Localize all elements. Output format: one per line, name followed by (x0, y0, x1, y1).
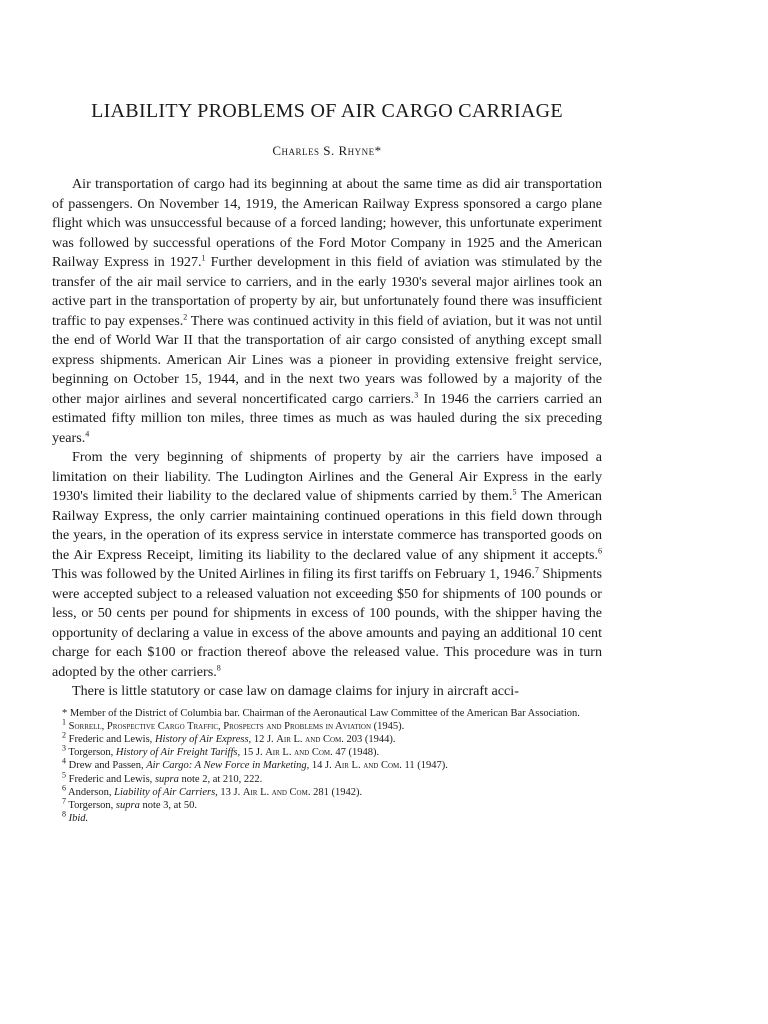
italic-text: Air Cargo: A New Force in Marketing, (146, 760, 310, 772)
text-run: Frederic and Lewis, (66, 733, 155, 745)
footnote (52, 743, 602, 759)
footnote (52, 756, 602, 772)
text-run: This was followed by the United Airlines in filing its first tariffs on February 1, 1946. (52, 566, 535, 582)
italic-text: Ibid. (68, 813, 89, 825)
footnote-reference: 5 (62, 770, 66, 780)
text-run: 14 J. (309, 760, 335, 772)
footnote-reference: 3 (62, 743, 66, 753)
article-body (52, 175, 602, 702)
footnote (52, 707, 602, 720)
small-caps-text: Air L. and Com. (276, 733, 344, 745)
text-run: 13 J. (217, 786, 243, 798)
italic-text: supra (115, 799, 140, 811)
body-paragraph (52, 448, 602, 682)
text-run: 47 (1948). (332, 747, 380, 759)
text-run: From the very beginning of shipments of property by air the carriers have imposed a limitation on their liability. The Ludington Airlines and the General Air Express in the early 1930's limited their liability to the declared value of shipments carried by them. (52, 449, 602, 504)
footnote-reference: 7 (62, 796, 66, 806)
footnote-reference: 2 (62, 730, 66, 740)
article-title: LIABILITY PROBLEMS OF AIR CARGO CARRIAGE (91, 100, 563, 122)
text-run: Drew and Passen, (66, 760, 147, 772)
italic-text: History of Air Freight Tariffs, (115, 747, 241, 759)
footnote (52, 783, 602, 799)
italic-text: Liability of Air Carriers, (114, 786, 218, 798)
small-caps-text: Air L. and Com. (265, 747, 333, 759)
footnote-reference: 4 (62, 756, 66, 766)
text-run: * Member of the District of Columbia bar. Chairman of the Aeronautical Law Committee of the American Bar Association. (62, 707, 580, 719)
article-page (52, 100, 602, 825)
text-run: There was continued activity in this field of aviation, but it was not until the end of World War II that the transportation of air cargo consisted of anything except small express shipments. American Air Lines was a pioneer in providing extensive freight service, beginning on October 15, 1944, and in the next two years was followed by a majority of the other major airlines and several noncertificated cargo carriers. (52, 312, 602, 407)
small-caps-text: Air L. and Com. (242, 786, 311, 798)
text-run: Anderson, (66, 786, 115, 798)
text-run: Torgerson, (66, 799, 116, 811)
footnote-reference: 4 (85, 428, 90, 438)
footnote-reference: 1 (201, 253, 206, 263)
footnote-reference: 7 (534, 565, 539, 575)
footnote (52, 717, 602, 733)
text-run: Shipments were accepted subject to a released valuation not exceeding $50 for shipments of 100 pounds or less, or 50 cents per pound for shipments in excess of 100 pounds, with the shipper having the opportunity of declaring a value in excess of the above amounts and paying an additional 10 cent charge for each $100 or fraction thereof above the released value. This procedure was in turn adopted by the other carriers. (52, 566, 602, 680)
body-paragraph (52, 682, 602, 702)
body-paragraph (52, 175, 602, 448)
footnote-reference: 8 (216, 662, 221, 672)
text-run: The American Railway Express, the only carrier maintaining continued operations in this field down through the years, in the operation of its express service in interstate commerce has transported goods on the Air Express Receipt, limiting its liability to the declared value of any shipment it accepts. (52, 488, 602, 563)
footnote (52, 730, 602, 746)
footnote-reference: 3 (414, 389, 419, 399)
text-run: 12 J. (251, 733, 277, 745)
footnote-reference: 1 (62, 717, 66, 727)
text-run: Frederic and Lewis, (66, 773, 155, 785)
footnotes-section (52, 707, 602, 826)
text-run: note 2, at 210, 222. (178, 773, 263, 785)
small-caps-text: Sorrell, Prospective Cargo Traffic, Prospects and Problems in Aviation (68, 720, 372, 732)
footnote-reference: 6 (598, 545, 602, 555)
italic-text: supra (154, 773, 179, 785)
footnote (52, 809, 602, 825)
footnote (52, 770, 602, 786)
text-run: In 1946 the carriers carried an estimated fifty million ton miles, three times as much as was hauled during the six preceding years. (52, 390, 602, 446)
small-caps-text: Air L. and Com. (334, 760, 402, 772)
text-run: Further development in this field of aviation was stimulated by the transfer of the air mail service to carriers, and in the early 1930's several major airlines took an active part in the transportation of property by air, but unfortunately found there was insufficient traffic to pay expenses. (52, 254, 602, 329)
footnote-reference: 6 (62, 783, 66, 793)
text-run: (1945). (371, 720, 405, 732)
footnote-reference: 2 (183, 311, 188, 321)
author-line: Charles S. Rhyne* (272, 143, 382, 158)
footnote (52, 796, 602, 812)
text-run: 11 (1947). (401, 760, 448, 772)
text-run: 15 J. (240, 747, 266, 759)
italic-text: History of Air Express, (154, 733, 252, 745)
text-run: Air transportation of cargo had its beginning at about the same time as did air transportation of passengers. On November 14, 1919, the American Railway Express sponsored a cargo plane flight which was unsuccessful because of a forced landing; however, this unfortunate experiment was followed by successful operations of the Ford Motor Company in 1925 and the American Railway Express in 1927. (52, 176, 602, 270)
footnote-reference: 5 (512, 487, 517, 497)
text-run: There is little statutory or case law on damage claims for injury in aircraft acci- (72, 683, 519, 699)
text-run: 203 (1944). (343, 733, 396, 745)
text-run: 281 (1942). (310, 786, 363, 798)
footnote-reference: 8 (62, 809, 66, 819)
text-run: note 3, at 50. (139, 799, 198, 811)
text-run: Torgerson, (66, 747, 116, 759)
